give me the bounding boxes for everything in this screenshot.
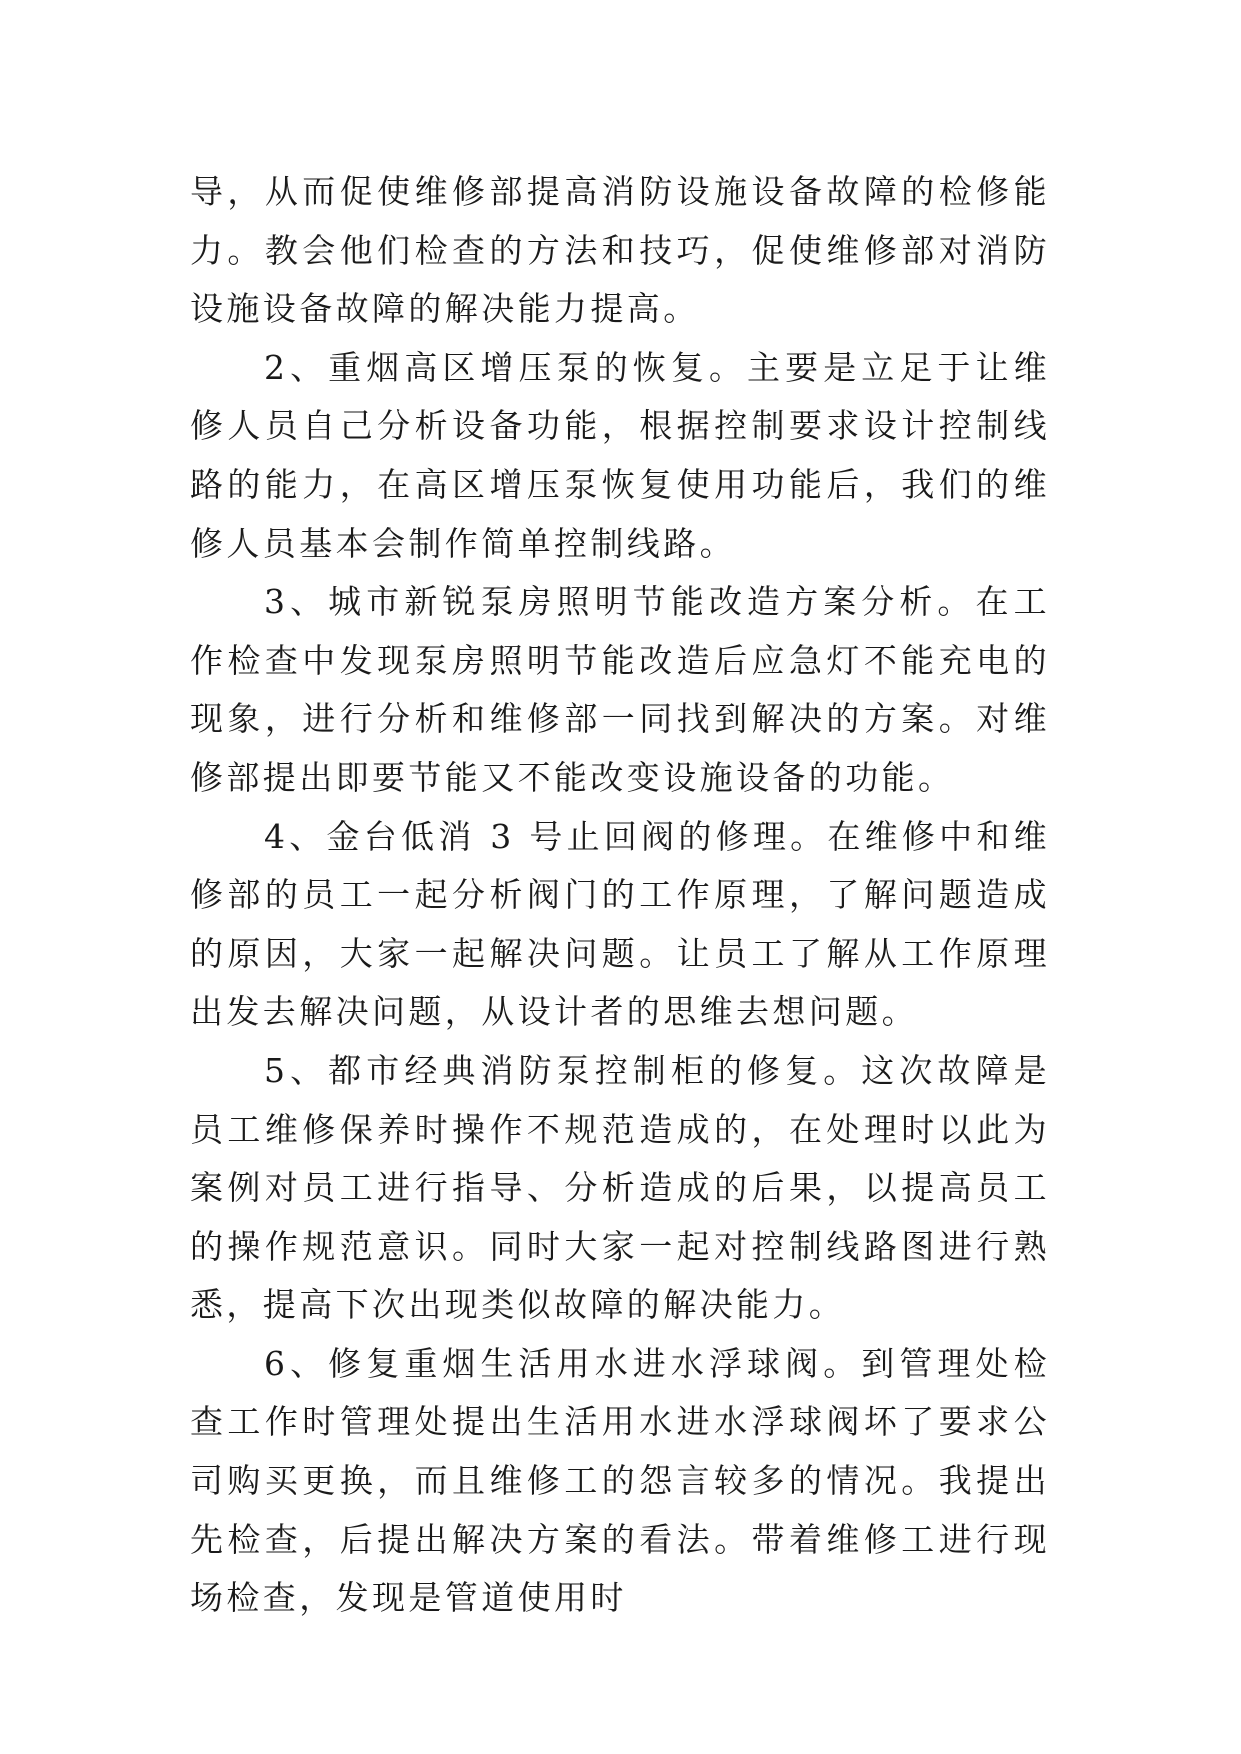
document-body xyxy=(190,163,1050,1628)
paragraph-item-3: 3、城市新锐泵房照明节能改造方案分析。在工作检查中发现泵房照明节能改造后应急灯不能充电的现象，进行分析和维修部一同找到解决的方案。对维修部提出即要节能又不能改变设施设备的功能。 xyxy=(190,582,1050,797)
paragraph-item-4: 4、金台低消 3 号止回阀的修理。在维修中和维修部的员工一起分析阀门的工作原理，了解问题造成的原因，大家一起解决问题。让员工了解从工作原理出发去解决问题，从设计者的思维去想问题。 xyxy=(190,816,1050,1032)
paragraph-item-2: 2、重烟高区增压泵的恢复。主要是立足于让维修人员自己分析设备功能，根据控制要求设计控制线路的能力，在高区增压泵恢复使用功能后，我们的维修人员基本会制作简单控制线路。 xyxy=(190,347,1050,563)
paragraph-item-5: 5、都市经典消防泵控制柜的修复。这次故障是员工维修保养时操作不规范造成的，在处理时以此为案例对员工进行指导、分析造成的后果，以提高员工的操作规范意识。同时大家一起对控制线路图进行熟悉，提高下次出现类似故障的解决能力。 xyxy=(190,1050,1050,1325)
paragraph-continuation: 导，从而促使维修部提高消防设施设备故障的检修能力。教会他们检查的方法和技巧，促使维修部对消防设施设备故障的解决能力提高。 xyxy=(190,172,1050,329)
paragraph-item-6: 6、修复重烟生活用水进水浮球阀。到管理处检查工作时管理处提出生活用水进水浮球阀坏了要求公司购买更换，而且维修工的怨言较多的情况。我提出先检查，后提出解决方案的看法。带着维修工进行现场检查，发现是管道使用时 xyxy=(190,1343,1050,1618)
